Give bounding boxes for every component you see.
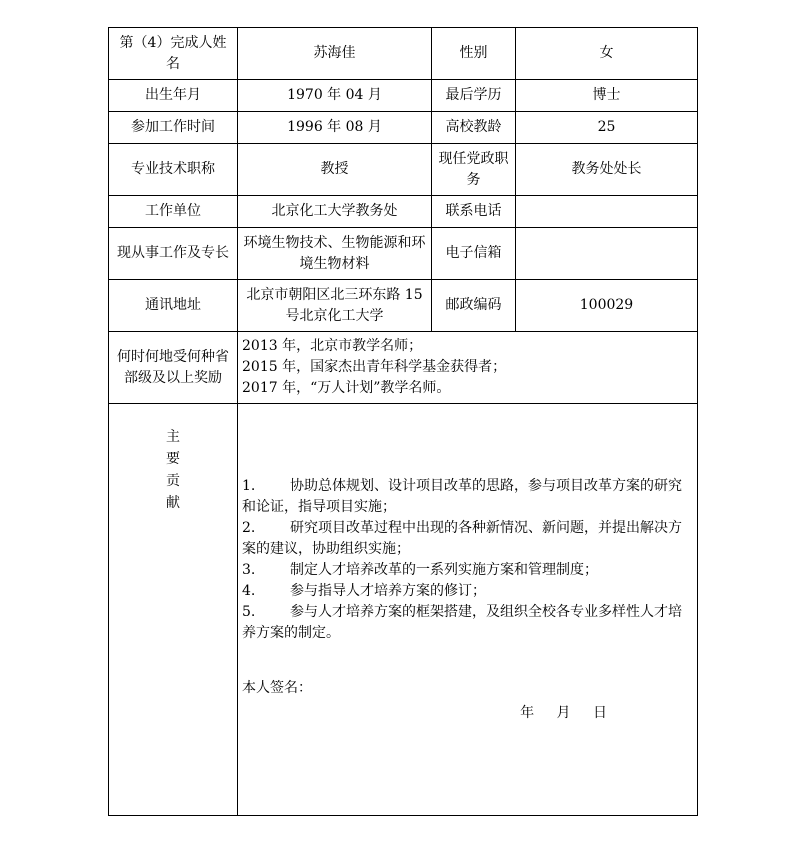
award-line: 2013 年，北京市教学名师； [242, 338, 423, 354]
signature-date [242, 703, 693, 724]
signature-label: 本人签名： [242, 680, 312, 696]
row-address [109, 280, 698, 332]
row-awards [109, 332, 698, 404]
value-name: 苏海佳 [238, 28, 432, 80]
label-contributions [109, 404, 238, 816]
row-birth [109, 80, 698, 112]
contributions-content [238, 404, 698, 816]
label-name: 第（4）完成人姓名 [109, 28, 238, 80]
date-year: 年 [520, 705, 535, 721]
value-title: 教授 [238, 144, 432, 196]
label-work-start: 参加工作时间 [109, 112, 238, 144]
label-email: 电子信箱 [432, 228, 516, 280]
date-day: 日 [593, 705, 607, 721]
label-title: 专业技术职称 [109, 144, 238, 196]
value-education: 博士 [516, 80, 698, 112]
value-birth: 1970 年 04 月 [238, 80, 432, 112]
row-contributions [109, 404, 698, 816]
contrib-label-char: 要 [166, 451, 180, 467]
label-awards: 何时何地受何种省部级及以上奖励 [109, 332, 238, 404]
value-address: 北京市朝阳区北三环东路 15 号北京化工大学 [238, 280, 432, 332]
label-gender: 性别 [432, 28, 516, 80]
value-teaching-years: 25 [516, 112, 698, 144]
label-unit: 工作单位 [109, 196, 238, 228]
value-unit: 北京化工大学教务处 [238, 196, 432, 228]
label-specialty: 现从事工作及专长 [109, 228, 238, 280]
row-work-start [109, 112, 698, 144]
contrib-label-char: 献 [166, 495, 180, 511]
date-month: 月 [556, 705, 571, 721]
award-line: 2017 年，“万人计划”教学名师。 [242, 380, 451, 396]
personal-info-form [108, 27, 698, 816]
label-postcode: 邮政编码 [432, 280, 516, 332]
contribution-item: 3. 制定人才培养改革的一系列实施方案和管理制度； [242, 562, 598, 578]
value-email [516, 228, 698, 280]
row-unit [109, 196, 698, 228]
label-phone: 联系电话 [432, 196, 516, 228]
contrib-label-char: 贡 [166, 473, 180, 489]
row-name [109, 28, 698, 80]
value-phone [516, 196, 698, 228]
label-position: 现任党政职务 [432, 144, 516, 196]
contribution-item: 5. 参与人才培养方案的框架搭建，及组织全校各专业多样性人才培养方案的制定。 [242, 604, 682, 641]
value-position: 教务处处长 [516, 144, 698, 196]
label-birth: 出生年月 [109, 80, 238, 112]
value-gender: 女 [516, 28, 698, 80]
row-title [109, 144, 698, 196]
contribution-item: 2. 研究项目改革过程中出现的各种新情况、新问题，并提出解决方案的建议，协助组织实施； [242, 520, 682, 557]
row-specialty [109, 228, 698, 280]
value-specialty: 环境生物技术、生物能源和环境生物材料 [238, 228, 432, 280]
label-teaching-years: 高校教龄 [432, 112, 516, 144]
value-work-start: 1996 年 08 月 [238, 112, 432, 144]
contrib-label-char: 主 [166, 429, 180, 445]
award-line: 2015 年，国家杰出青年科学基金获得者； [242, 359, 507, 375]
label-address: 通讯地址 [109, 280, 238, 332]
contribution-item: 1. 协助总体规划、设计项目改革的思路，参与项目改革方案的研究和论证，指导项目实施； [242, 478, 682, 515]
value-postcode: 100029 [516, 280, 698, 332]
label-education: 最后学历 [432, 80, 516, 112]
awards-content [238, 332, 698, 404]
contribution-item: 4. 参与指导人才培养方案的修订； [242, 583, 486, 599]
